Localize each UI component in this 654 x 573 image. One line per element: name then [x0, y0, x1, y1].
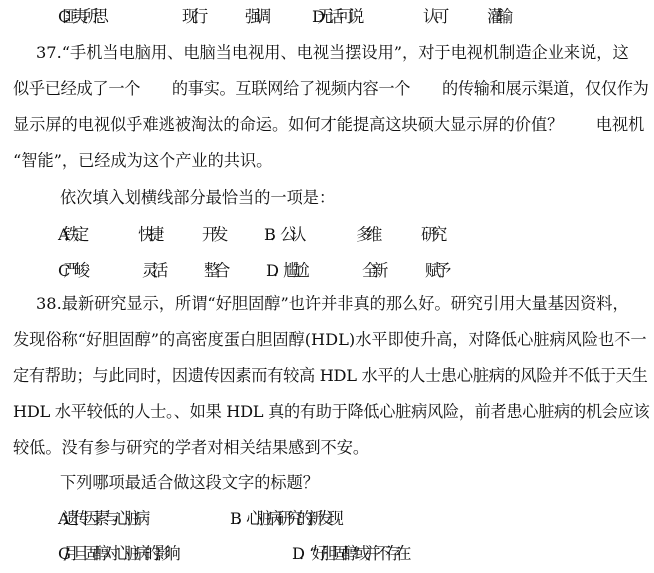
q37-option-d-label: D．尴尬	[266, 261, 304, 280]
q37-option-c-word3: 整合	[204, 261, 225, 280]
q36-option-c-label: C. 匪夷所思	[58, 7, 103, 26]
q37-option-c-word2: 灵活	[142, 261, 163, 280]
q37-stem-line-2: 似乎已经成了一个 的事实。互联网给了视频内容一个 的传输和展示渠道，仅仅作为	[13, 79, 649, 98]
q38-stem-line-2: 发现俗称“好胆固醇”的高密度蛋白胆固醇(HDL)水平即使升高，对降低心脏病风险也不一	[13, 330, 647, 349]
q36-option-c-word2: 现行	[182, 7, 203, 26]
q38-stem-line-3: 定有帮助；与此同时，因遗传因素而有较高 HDL 水平的人士患心脏病的风险并不低于天生	[13, 366, 648, 385]
q36-option-d-word2: 认可	[423, 7, 444, 26]
q36-option-c-word3: 强调	[245, 7, 266, 26]
q37-option-c-label: C 严峻	[58, 261, 84, 280]
q38-stem-line-1: 38.最新研究显示，所谓“好胆固醇”也许并非真的那么好。研究引用大量基因资料，	[36, 294, 629, 313]
q38-options-ab-row	[0, 505, 654, 533]
q37-stem-line-1: 37.“手机当电脑用、电脑当电视用、电视当摆设用”，对于电视机制造企业来说，这	[36, 43, 629, 62]
q36-options-cd-row	[0, 3, 654, 31]
q37-options-cd-row	[0, 257, 654, 285]
q37-option-a-word2: 快捷	[138, 225, 159, 244]
q36-option-d-word3: 灌输	[487, 7, 508, 26]
q38-stem-line-5: 较低。没有参与研究的学者对相关结果感到不安。	[13, 438, 370, 457]
q36-option-d-label: D.无话可说	[312, 7, 359, 26]
q37-option-d-word3: 赋予	[425, 261, 446, 280]
q37-option-b-word2: 多维	[356, 225, 377, 244]
q37-options-ab-row	[0, 221, 654, 249]
q37-stem-line-3: 显示屏的电视似乎难逃被淘汰的命运。如何才能提高这块硕大显示屏的价值？ 电视机	[13, 115, 645, 134]
q37-stem-line-4: “智能”，已经成为这个产业的共识。	[13, 151, 273, 170]
q38-prompt: 下列哪项最适合做这段文字的标题？	[60, 473, 319, 492]
q37-prompt: 依次填入划横线部分最恰当的一项是：	[60, 188, 336, 207]
q38-option-b: B．心脏病研究的新发现	[230, 509, 338, 528]
q38-options-cd-row	[0, 540, 654, 568]
q37-option-a-word3: 开发	[202, 225, 223, 244]
q38-option-c: G / 月旦固醇对心脏病的影响	[58, 544, 175, 563]
q38-option-d: D．“好胆固醇”或并不存在	[292, 544, 406, 563]
q37-option-b-word3: 研究	[421, 225, 442, 244]
q38-stem-line-4: HDL 水平较低的人士。、如果 HDL 真的有助于降低心脏病风险，前者患心脏病的机会应该	[13, 402, 650, 421]
q37-option-a-label: A.铁定	[58, 225, 84, 244]
q37-option-d-word2: 全新	[362, 261, 383, 280]
q38-option-a: A.遗传因素与心脏病	[58, 509, 145, 528]
q37-option-b-label: B．公认	[264, 225, 301, 244]
